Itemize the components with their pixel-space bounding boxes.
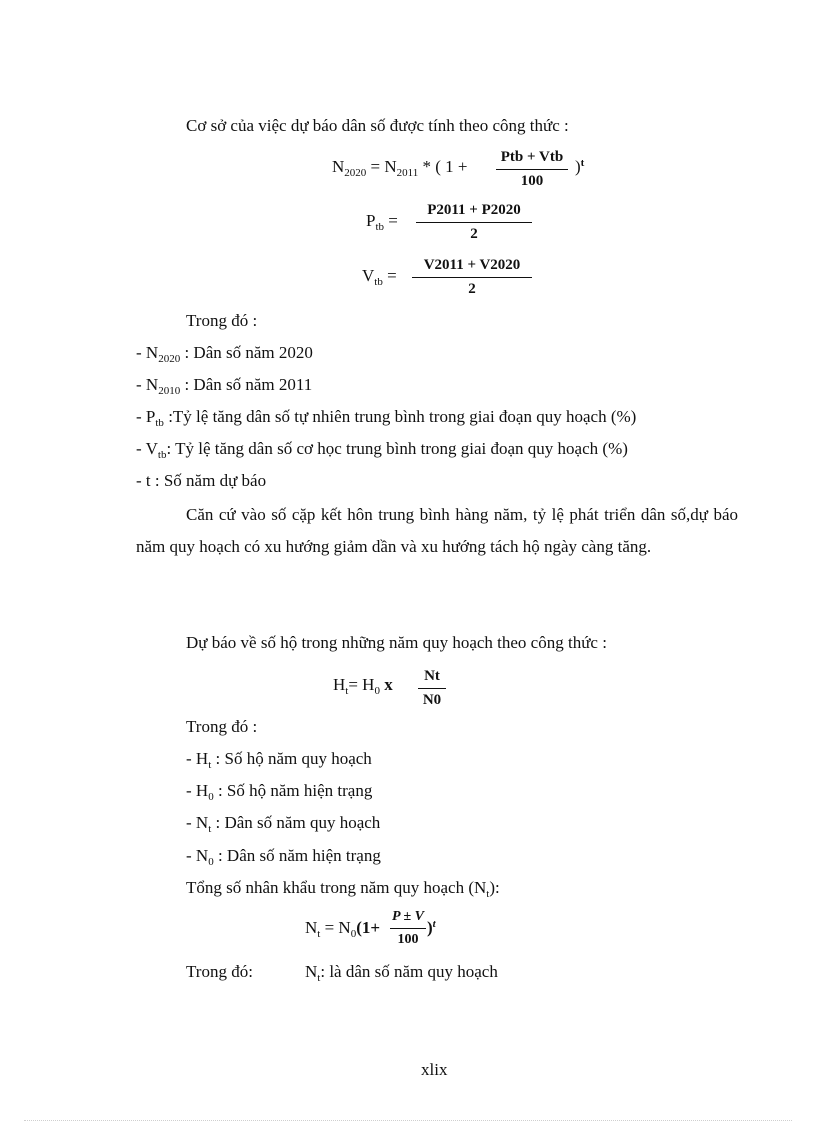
fraction-numerator: P2011 + P2020 <box>427 202 521 218</box>
definition-item <box>136 439 628 461</box>
definition-item <box>186 813 381 835</box>
intro-households: Dự báo về số hộ trong những năm quy hoạch theo công thức : <box>186 633 607 652</box>
definition-symbol: - V <box>136 439 158 458</box>
total-text-end: ): <box>489 878 500 897</box>
definition-text: - t : Số năm dự báo <box>136 471 267 490</box>
formula-close: ) <box>427 918 433 937</box>
formula-eq: = <box>382 266 397 285</box>
formula-rhs-sub: 0 <box>374 685 380 697</box>
formula-lhs: V <box>362 266 375 285</box>
definition-subscript: 0 <box>208 791 214 803</box>
formula-lhs-sub: tb <box>374 276 383 288</box>
where-heading: Trong đó : <box>186 311 258 330</box>
definition-text: : Dân số năm 2011 <box>180 375 313 394</box>
formula-lhs: N <box>332 157 345 176</box>
formula-vtb-fraction <box>412 257 532 298</box>
formula-exponent: t <box>580 157 585 169</box>
definition-subscript: 2010 <box>158 385 181 397</box>
definition-symbol: - N <box>186 846 209 865</box>
page-number: xlix <box>421 1060 448 1079</box>
formula-ptb-fraction <box>416 202 532 243</box>
formula-lhs-sub: t <box>345 685 349 697</box>
definition-item <box>186 749 372 771</box>
formula-rhs-sub: 2011 <box>396 167 419 179</box>
formula-lhs: H <box>333 675 346 694</box>
where-heading-2: Trong đó : <box>186 717 258 736</box>
definition-text: : Dân số năm 2020 <box>180 343 313 362</box>
where-heading-3: Trong đó: <box>186 962 253 981</box>
page-bottom-divider <box>24 1120 792 1121</box>
formula-population-close <box>575 158 584 175</box>
definition-subscript: 0 <box>208 856 214 868</box>
formula-lhs-sub: 2020 <box>344 167 367 179</box>
definition-symbol: - H <box>186 749 209 768</box>
formula-lhs: N <box>305 918 318 937</box>
formula-exponent: t <box>432 918 436 930</box>
formula-lhs-sub: t <box>317 928 321 940</box>
definition-symbol: - N <box>136 375 159 394</box>
definition-subscript: tb <box>157 449 167 461</box>
formula-mid: * ( 1 + <box>418 157 468 176</box>
formula-lhs: P <box>366 211 376 230</box>
formula-eq: = H <box>348 675 375 694</box>
fraction-numerator: Ptb + Vtb <box>500 149 564 165</box>
definition-text: : Số hộ năm hiện trạng <box>213 781 373 800</box>
definition-symbol: N <box>305 962 318 981</box>
fraction-denominator: 2 <box>470 226 478 242</box>
formula-eq: = N <box>366 157 397 176</box>
formula-population <box>332 157 468 179</box>
formula-open: (1+ <box>356 918 381 937</box>
formula-vtb <box>362 266 397 288</box>
total-text: Tổng số nhân khẩu trong năm quy hoạch (N <box>186 878 487 897</box>
definition-item <box>136 472 266 489</box>
definition-item <box>136 407 637 429</box>
fraction-denominator: 100 <box>520 173 544 189</box>
definition-item <box>305 962 498 984</box>
formula-population-fraction <box>496 149 568 190</box>
definition-subscript: t <box>208 759 212 771</box>
definition-symbol: - N <box>136 343 159 362</box>
definition-subscript: 2020 <box>158 353 181 365</box>
definition-symbol: - N <box>186 813 209 832</box>
formula-households <box>333 675 393 697</box>
total-population-line <box>186 878 500 900</box>
definition-text: : Dân số năm quy hoạch <box>211 813 381 832</box>
definition-text: : Dân số năm hiện trạng <box>213 846 381 865</box>
definition-text: :Tỷ lệ tăng dân số tự nhiên trung bình trong giai đoạn quy hoạch (%) <box>163 407 637 426</box>
formula-eq: = <box>384 211 398 230</box>
definition-text: : là dân số năm quy hoạch <box>320 962 498 981</box>
formula-operator: x <box>379 675 393 694</box>
body-paragraph: Căn cứ vào số cặp kết hôn trung bình hàng năm, tỷ lệ phát triển dân số,dự báo năm quy hoạch có xu hướng giảm dần và xu hướng tách hộ ngày càng tăng. <box>136 505 738 556</box>
formula-lhs-sub: tb <box>375 221 385 233</box>
fraction-numerator: Nt <box>424 668 440 684</box>
formula-total-close <box>427 919 436 936</box>
definition-item <box>186 781 373 803</box>
definition-subscript: tb <box>155 417 164 429</box>
formula-ptb <box>366 211 398 233</box>
definition-item <box>136 375 313 397</box>
fraction-numerator: V2011 + V2020 <box>423 257 521 273</box>
definition-subscript: t <box>208 823 212 835</box>
definition-item <box>136 343 313 365</box>
fraction-denominator: 2 <box>468 281 476 297</box>
definition-text: : Tỷ lệ tăng dân số cơ học trung bình trong giai đoạn quy hoạch (%) <box>166 439 628 458</box>
fraction-denominator: N0 <box>422 692 442 708</box>
fraction-numerator: P ± V <box>391 909 425 924</box>
definition-text: : Số hộ năm quy hoạch <box>211 749 372 768</box>
intro-text: Cơ sở của việc dự báo dân số được tính theo công thức : <box>186 116 569 135</box>
formula-total <box>305 918 381 940</box>
formula-households-fraction <box>418 668 446 709</box>
formula-total-fraction <box>390 909 426 948</box>
fraction-denominator: 100 <box>397 932 419 947</box>
formula-eq: = N <box>320 918 351 937</box>
definition-symbol: - P <box>136 407 156 426</box>
definition-symbol: - H <box>186 781 209 800</box>
formula-close: ) <box>575 157 581 176</box>
formula-rhs-sub: 0 <box>350 928 357 940</box>
total-subscript: t <box>486 888 490 900</box>
definition-item <box>186 846 381 868</box>
definition-subscript: t <box>317 972 321 984</box>
